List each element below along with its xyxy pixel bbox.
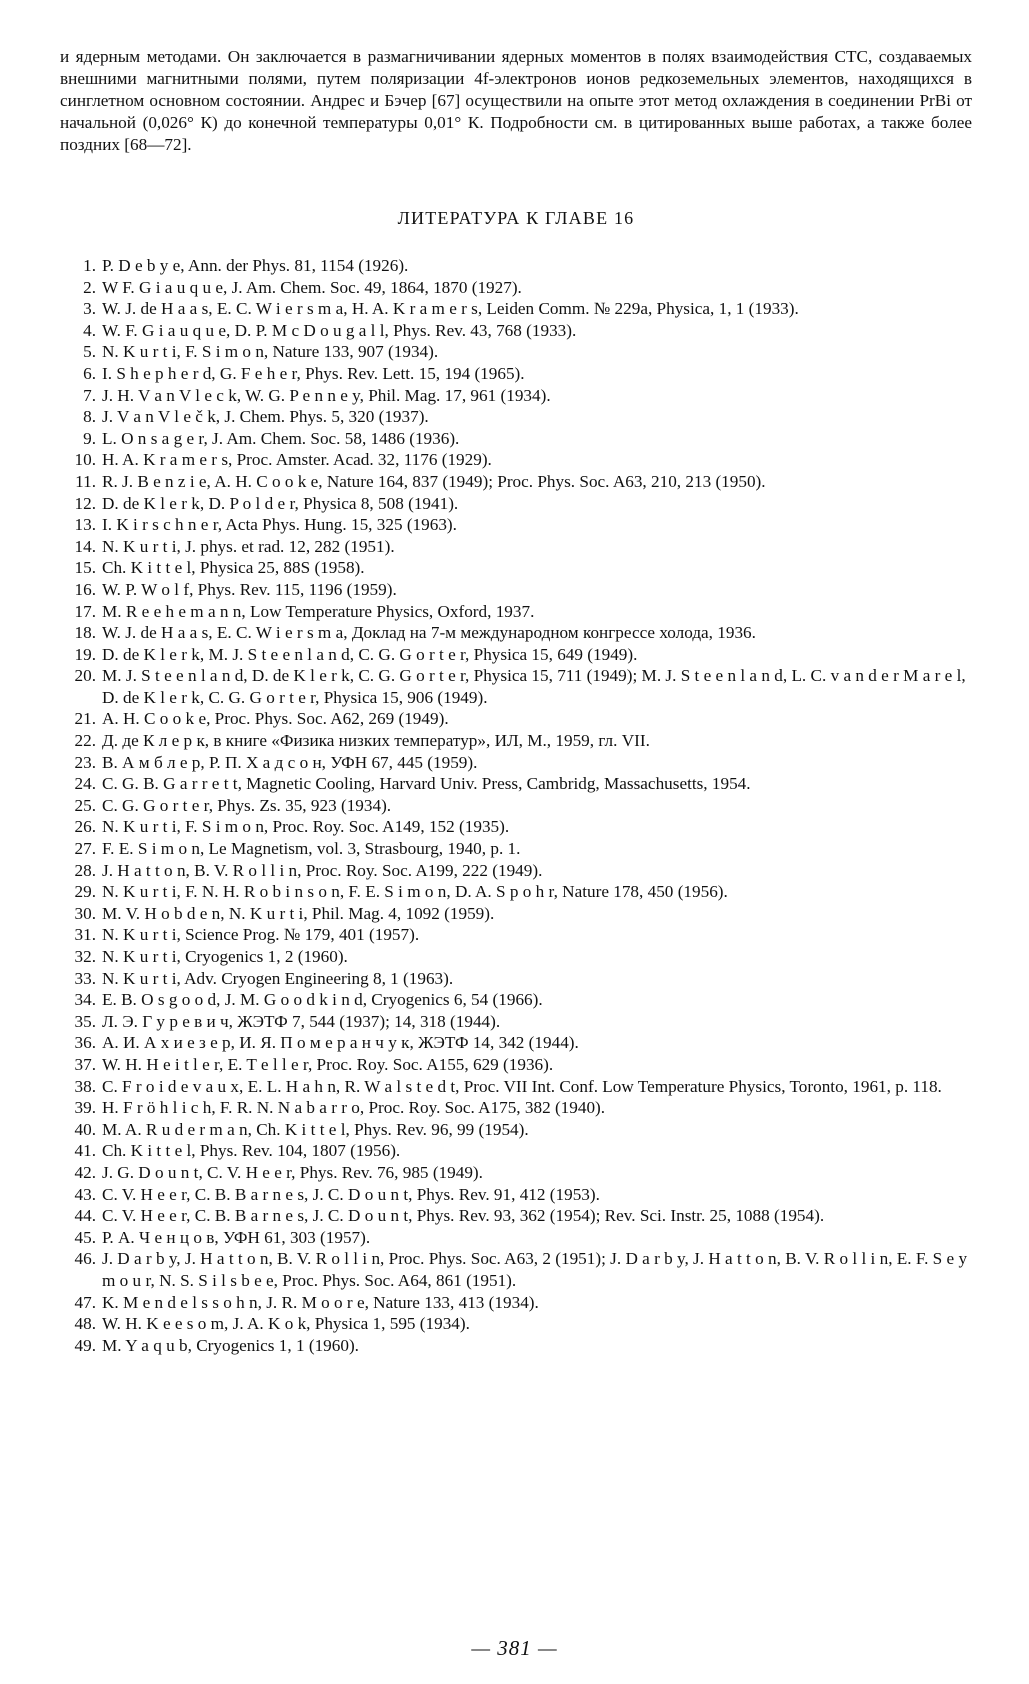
reference-number: 26. <box>74 817 96 837</box>
reference-number: 6. <box>83 363 96 383</box>
reference-number: 48. <box>74 1314 96 1334</box>
reference-number: 35. <box>74 1011 96 1031</box>
reference-number: 23. <box>74 752 96 772</box>
reference-number: 32. <box>74 947 96 966</box>
reference-item <box>60 579 972 601</box>
reference-text: C. G. B. G a r r e t t, Magnetic Cooling, Harvard Univ. Press, Cambridg, Massachusetts, 1954. <box>102 774 751 794</box>
reference-text: W. P. W o l f, Phys. Rev. 115, 1196 (1959). <box>102 579 397 599</box>
reference-number: 11. <box>75 471 96 491</box>
references-list <box>60 255 972 1356</box>
reference-number: 42. <box>74 1162 96 1182</box>
reference-text: A. H. C o o k e, Proc. Phys. Soc. A62, 269 (1949). <box>102 709 449 729</box>
reference-number: 44. <box>74 1206 96 1226</box>
reference-item <box>60 1140 972 1162</box>
reference-number: 14. <box>74 536 96 556</box>
reference-text: E. B. O s g o o d, J. M. G o o d k i n d, Cryogenics 6, 54 (1966). <box>102 990 543 1010</box>
reference-number: 47. <box>74 1292 96 1312</box>
reference-item <box>60 1119 972 1141</box>
reference-item <box>60 622 972 644</box>
reference-number: 5. <box>83 342 96 362</box>
reference-text: C. G. G o r t e r, Phys. Zs. 35, 923 (1934). <box>102 795 392 815</box>
reference-text: N. K u r t i, Adv. Cryogen Engineering 8, 1 (1963). <box>102 968 454 988</box>
page-content <box>60 46 972 1356</box>
intro-paragraph: и ядерным методами. Он заключается в размагничивании ядерных моментов в полях взаимодействия СТС, создаваемых внешними магнитными полями, путем поляризации 4f-электронов ионов редкоземельных элементов, находящихся в синглетном основном состоянии. Андрес и Бэчер [67] осуществили на опыте этот метод охлаждения в соединении PrBi от начальной (0,026° К) до конечной температуры 0,01° К. Подробности см. в цитированных выше работах, а также более поздних [68—72]. <box>60 47 972 154</box>
reference-text: В. А м б л е р, Р. П. Х а д с о н, УФН 67, 445 (1959). <box>102 752 478 772</box>
reference-item <box>60 1184 972 1206</box>
reference-item <box>60 838 972 860</box>
reference-text: W. J. de H a a s, E. C. W i e r s m a, H. A. K r a m e r s, Leiden Comm. № 229a, Physica, 1, 1 (1933). <box>102 299 799 319</box>
reference-item <box>60 1313 972 1335</box>
reference-text: W. H. K e e s o m, J. A. K o k, Physica 1, 595 (1934). <box>102 1314 470 1334</box>
reference-text: M. J. S t e e n l a n d, D. de K l e r k, C. G. G o r t e r, Physica 15, 711 (1949); M. J. S t e e n l a n d, L. C. v a n d e r M a r e l, D. de K l e r k, C. G. G o r t e r, Physica 15, 906 (1949). <box>102 666 966 707</box>
reference-text: Ch. K i t t e l, Physica 25, 88S (1958). <box>102 558 365 578</box>
reference-item <box>60 665 972 708</box>
reference-item <box>60 471 972 493</box>
reference-text: W. J. de H a a s, E. C. W i e r s m a, Доклад на 7-м международном конгрессе холода, 1936. <box>102 623 756 643</box>
reference-item <box>60 1054 972 1076</box>
reference-text: N. K u r t i, F. N. H. R o b i n s o n, F. E. S i m o n, D. A. S p o h r, Nature 178, 450 (1956). <box>102 882 728 902</box>
reference-text: P. D e b y e, Ann. der Phys. 81, 1154 (1926). <box>102 256 409 275</box>
reference-number: 21. <box>74 709 96 729</box>
reference-number: 24. <box>74 774 96 794</box>
reference-number: 45. <box>74 1227 96 1247</box>
reference-item <box>60 1032 972 1054</box>
reference-text: N. K u r t i, Science Prog. № 179, 401 (1957). <box>102 925 420 945</box>
reference-text: D. de K l e r k, M. J. S t e e n l a n d, C. G. G o r t e r, Physica 15, 649 (1949). <box>102 644 638 664</box>
reference-number: 37. <box>74 1054 96 1074</box>
reference-item <box>60 341 972 363</box>
reference-text: K. M e n d e l s s o h n, J. R. M o o r e, Nature 133, 413 (1934). <box>102 1292 539 1312</box>
reference-number: 34. <box>74 990 96 1010</box>
reference-item <box>60 816 972 838</box>
reference-item <box>60 989 972 1011</box>
reference-item <box>60 514 972 536</box>
reference-text: N. K u r t i, F. S i m o n, Proc. Roy. Soc. A149, 152 (1935). <box>102 817 510 837</box>
reference-number: 40. <box>74 1119 96 1139</box>
reference-item <box>60 320 972 342</box>
reference-item <box>60 449 972 471</box>
reference-item <box>60 752 972 774</box>
reference-number: 20. <box>74 666 96 686</box>
reference-item <box>60 536 972 558</box>
reference-item <box>60 557 972 579</box>
reference-text: Д. де К л е р к, в книге «Физика низких температур», ИЛ, М., 1959, гл. VII. <box>102 731 650 751</box>
reference-number: 38. <box>74 1076 96 1096</box>
reference-text: M. A. R u d e r m a n, Ch. K i t t e l, Phys. Rev. 96, 99 (1954). <box>102 1119 529 1139</box>
reference-number: 9. <box>83 428 96 448</box>
reference-item <box>60 924 972 946</box>
reference-item <box>60 406 972 428</box>
reference-number: 28. <box>74 860 96 880</box>
reference-number: 31. <box>74 925 96 945</box>
reference-text: C. F r o i d e v a u x, E. L. H a h n, R. W a l s t e d t, Proc. VII Int. Conf. Low Temperature Physics, Toronto, 1961, p. 118. <box>102 1076 942 1096</box>
reference-text: D. de K l e r k, D. P o l d e r, Physica 8, 508 (1941). <box>102 493 459 513</box>
reference-text: Р. А. Ч е н ц о в, УФН 61, 303 (1957). <box>102 1227 371 1247</box>
reference-number: 17. <box>74 601 96 621</box>
reference-number: 33. <box>74 968 96 988</box>
reference-number: 4. <box>83 320 96 340</box>
reference-text: I. K i r s c h n e r, Acta Phys. Hung. 15, 325 (1963). <box>102 515 457 535</box>
reference-item <box>60 277 972 299</box>
reference-text: А. И. А х и е з е р, И. Я. П о м е р а н ч у к, ЖЭТФ 14, 342 (1944). <box>102 1033 579 1053</box>
reference-item <box>60 1335 972 1357</box>
reference-number: 2. <box>83 277 96 297</box>
reference-item <box>60 1011 972 1033</box>
reference-text: W. H. H e i t l e r, E. T e l l e r, Proc. Roy. Soc. A155, 629 (1936). <box>102 1054 554 1074</box>
reference-number: 49. <box>74 1335 96 1355</box>
references-heading: ЛИТЕРАТУРА К ГЛАВЕ 16 <box>397 208 635 228</box>
reference-item <box>60 493 972 515</box>
reference-text: H. F r ö h l i c h, F. R. N. N a b a r r o, Proc. Roy. Soc. A175, 382 (1940). <box>102 1098 606 1118</box>
reference-number: 43. <box>74 1184 96 1204</box>
reference-text: J. V a n V l e č k, J. Chem. Phys. 5, 320 (1937). <box>102 407 429 427</box>
reference-item <box>60 1076 972 1098</box>
page-number: — 381 — <box>471 1636 558 1660</box>
reference-item <box>60 1205 972 1227</box>
reference-text: Ch. K i t t e l, Phys. Rev. 104, 1807 (1956). <box>102 1141 401 1161</box>
reference-text: M. R e e h e m a n n, Low Temperature Physics, Oxford, 1937. <box>102 601 535 621</box>
reference-text: J. G. D o u n t, C. V. H e e r, Phys. Rev. 76, 985 (1949). <box>102 1162 483 1182</box>
reference-number: 22. <box>74 731 96 751</box>
reference-text: I. S h e p h e r d, G. F e h e r, Phys. Rev. Lett. 15, 194 (1965). <box>102 363 525 383</box>
reference-text: N. K u r t i, J. phys. et rad. 12, 282 (1951). <box>102 536 395 556</box>
reference-text: M. V. H o b d e n, N. K u r t i, Phil. Mag. 4, 1092 (1959). <box>102 903 495 923</box>
reference-text: M. Y a q u b, Cryogenics 1, 1 (1960). <box>102 1335 359 1355</box>
reference-number: 13. <box>74 515 96 535</box>
reference-text: C. V. H e e r, C. B. B a r n e s, J. C. D o u n t, Phys. Rev. 91, 412 (1953). <box>102 1184 600 1204</box>
reference-item <box>60 708 972 730</box>
reference-number: 8. <box>83 407 96 427</box>
reference-item <box>60 1227 972 1249</box>
reference-number: 7. <box>83 385 96 405</box>
reference-number: 3. <box>83 299 96 319</box>
reference-number: 25. <box>74 795 96 815</box>
reference-number: 15. <box>74 558 96 578</box>
reference-item <box>60 881 972 903</box>
reference-number: 29. <box>74 882 96 902</box>
reference-text: J. H. V a n V l e c k, W. G. P e n n e y, Phil. Mag. 17, 961 (1934). <box>102 385 551 405</box>
reference-item <box>60 860 972 882</box>
reference-number: 30. <box>74 903 96 923</box>
reference-item <box>60 428 972 450</box>
reference-item <box>60 730 972 752</box>
reference-text: Л. Э. Г у р е в и ч, ЖЭТФ 7, 544 (1937); 14, 318 (1944). <box>102 1011 501 1031</box>
reference-item <box>60 903 972 925</box>
reference-item <box>60 255 972 277</box>
reference-text: F. E. S i m o n, Le Magnetism, vol. 3, Strasbourg, 1940, p. 1. <box>102 839 521 859</box>
reference-number: 27. <box>74 839 96 859</box>
reference-number: 41. <box>74 1141 96 1161</box>
reference-text: N. K u r t i, Cryogenics 1, 2 (1960). <box>102 947 348 966</box>
reference-text: H. A. K r a m e r s, Proc. Amster. Acad. 32, 1176 (1929). <box>102 450 492 470</box>
reference-item <box>60 363 972 385</box>
reference-text: C. V. H e e r, C. B. B a r n e s, J. C. D o u n t, Phys. Rev. 93, 362 (1954); Rev. Sci. Instr. 25, 1088 (1954). <box>102 1206 825 1226</box>
reference-item <box>60 946 972 968</box>
reference-text: L. O n s a g e r, J. Am. Chem. Soc. 58, 1486 (1936). <box>102 428 460 448</box>
reference-item <box>60 968 972 990</box>
reference-item <box>60 298 972 320</box>
reference-item <box>60 601 972 623</box>
reference-number: 39. <box>74 1098 96 1118</box>
reference-number: 46. <box>74 1249 96 1269</box>
reference-item <box>60 1292 972 1314</box>
reference-item <box>60 1097 972 1119</box>
reference-item <box>60 385 972 407</box>
reference-number: 36. <box>74 1033 96 1053</box>
reference-text: J. D a r b y, J. H a t t o n, B. V. R o l l i n, Proc. Phys. Soc. A63, 2 (1951); J. D a r b y, J. H a t t o n, B. V. R o l l i n, E. F. S e y m o u r, N. S. S i l s b e e, Proc. Phys. Soc. A64, 861 (1951). <box>102 1249 968 1290</box>
reference-item <box>60 644 972 666</box>
reference-text: W F. G i a u q u e, J. Am. Chem. Soc. 49, 1864, 1870 (1927). <box>102 277 522 297</box>
reference-number: 1. <box>83 256 96 275</box>
reference-number: 10. <box>74 450 96 470</box>
reference-text: W. F. G i a u q u e, D. P. M c D o u g a l l, Phys. Rev. 43, 768 (1933). <box>102 320 577 340</box>
reference-item <box>60 1248 972 1291</box>
reference-number: 12. <box>74 493 96 513</box>
reference-text: N. K u r t i, F. S i m o n, Nature 133, 907 (1934). <box>102 342 439 362</box>
reference-item <box>60 1162 972 1184</box>
reference-text: R. J. B e n z i e, A. H. C o o k e, Nature 164, 837 (1949); Proc. Phys. Soc. A63, 210, 213 (1950). <box>102 471 766 491</box>
reference-number: 19. <box>74 644 96 664</box>
reference-item <box>60 795 972 817</box>
reference-number: 16. <box>74 579 96 599</box>
reference-item <box>60 773 972 795</box>
reference-text: J. H a t t o n, B. V. R o l l i n, Proc. Roy. Soc. A199, 222 (1949). <box>102 860 543 880</box>
reference-number: 18. <box>74 623 96 643</box>
